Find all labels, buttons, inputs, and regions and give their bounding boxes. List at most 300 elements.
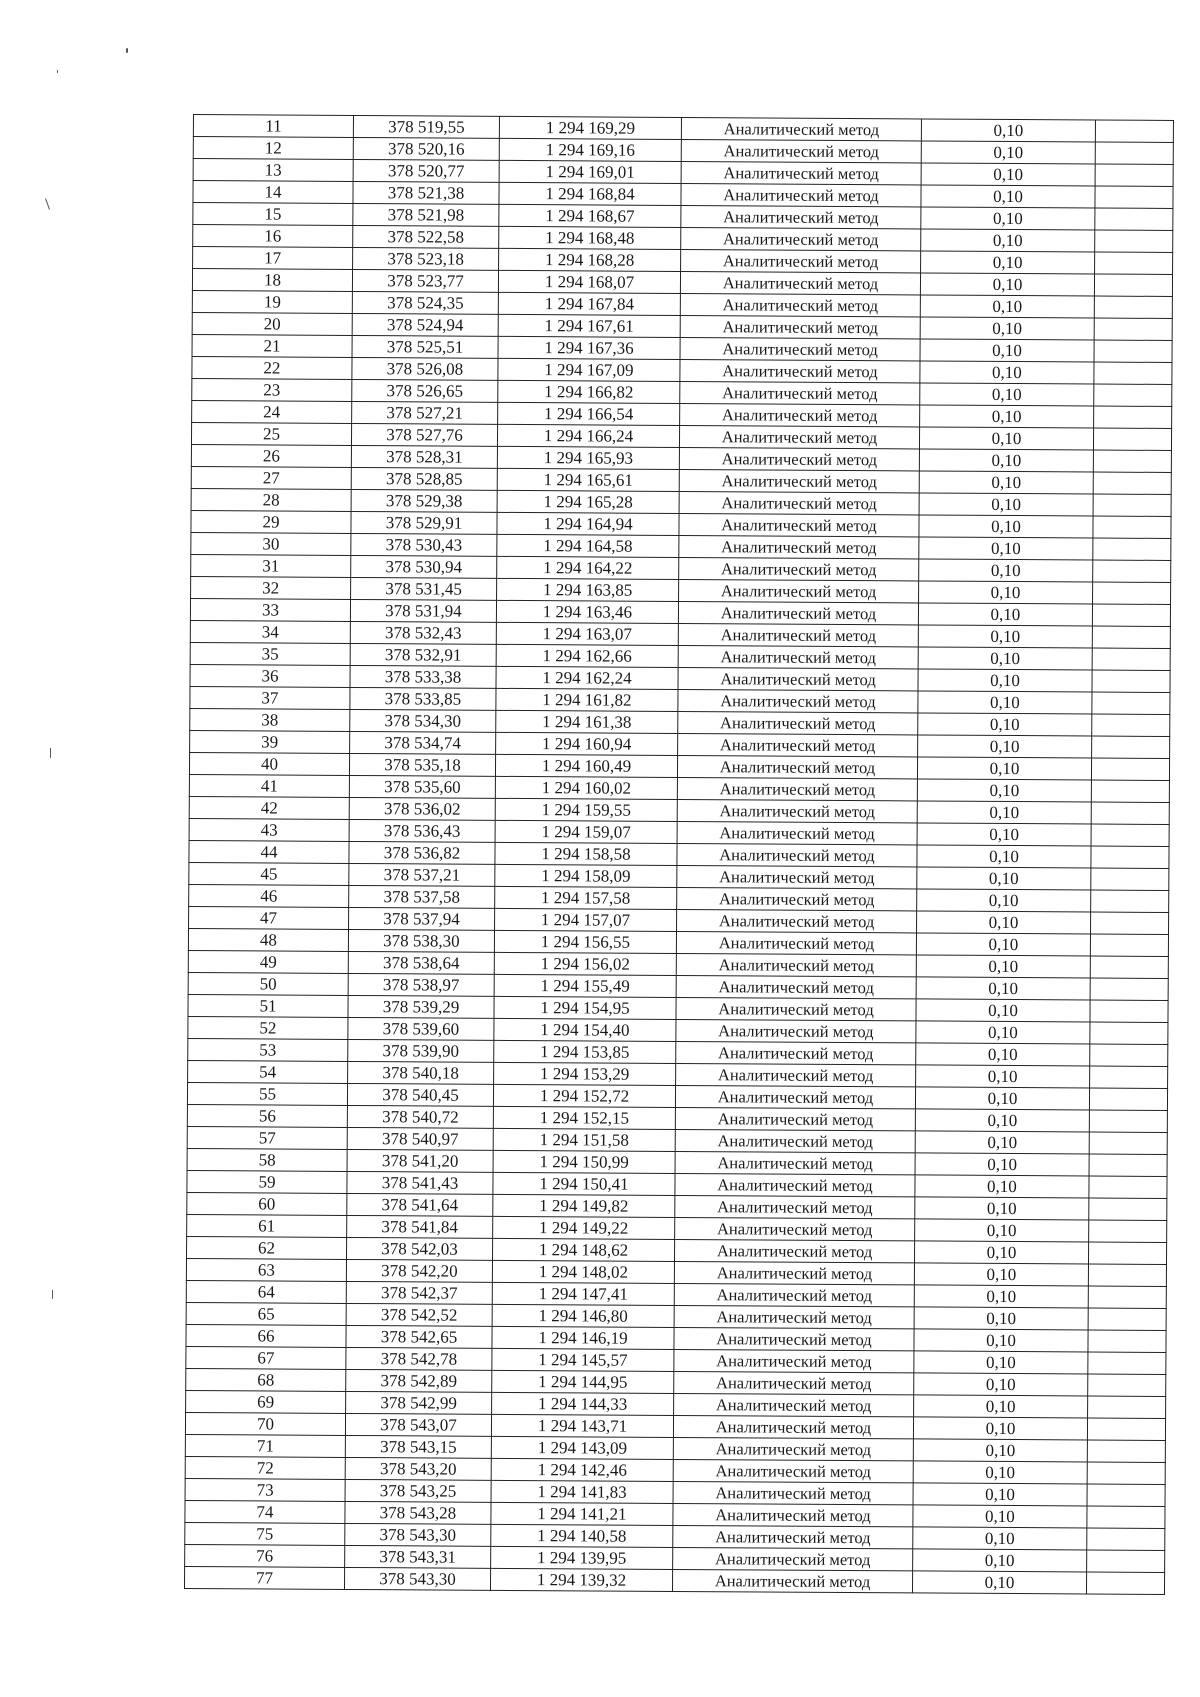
- point-number-cell: 19: [192, 290, 352, 313]
- point-number-cell: 74: [185, 1500, 345, 1523]
- point-number-cell: 67: [186, 1346, 346, 1369]
- x-coordinate-cell: 378 521,38: [353, 181, 499, 204]
- accuracy-cell: 0,10: [921, 141, 1095, 164]
- y-coordinate-cell: 1 294 165,28: [497, 490, 679, 513]
- point-number-cell: 52: [188, 1016, 348, 1039]
- empty-cell: [1090, 978, 1168, 1000]
- empty-cell: [1091, 802, 1169, 824]
- method-cell: Аналитический метод: [677, 843, 917, 866]
- accuracy-cell: 0,10: [919, 537, 1093, 560]
- point-number-cell: 41: [189, 774, 349, 797]
- point-number-cell: 23: [192, 378, 352, 401]
- x-coordinate-cell: 378 542,78: [346, 1347, 492, 1370]
- empty-cell: [1094, 296, 1172, 318]
- y-coordinate-cell: 1 294 156,02: [494, 952, 676, 975]
- y-coordinate-cell: 1 294 162,66: [496, 644, 678, 667]
- accuracy-cell: 0,10: [914, 1285, 1088, 1308]
- point-number-cell: 11: [193, 115, 353, 138]
- x-coordinate-cell: 378 542,65: [346, 1325, 492, 1348]
- method-cell: Аналитический метод: [681, 227, 921, 250]
- x-coordinate-cell: 378 542,99: [346, 1391, 492, 1414]
- accuracy-cell: 0,10: [916, 933, 1090, 956]
- method-cell: Аналитический метод: [681, 249, 921, 272]
- empty-cell: [1086, 1572, 1164, 1594]
- method-cell: Аналитический метод: [680, 403, 920, 426]
- accuracy-cell: 0,10: [916, 977, 1090, 1000]
- empty-cell: [1092, 626, 1170, 648]
- accuracy-cell: 0,10: [917, 867, 1091, 890]
- empty-cell: [1087, 1440, 1165, 1462]
- method-cell: Аналитический метод: [678, 601, 918, 624]
- point-number-cell: 71: [185, 1434, 345, 1457]
- y-coordinate-cell: 1 294 160,02: [495, 776, 677, 799]
- empty-cell: [1087, 1484, 1165, 1506]
- point-number-cell: 37: [190, 686, 350, 709]
- accuracy-cell: 0,10: [915, 1197, 1089, 1220]
- x-coordinate-cell: 378 536,02: [349, 797, 495, 820]
- method-cell: Аналитический метод: [677, 799, 917, 822]
- method-cell: Аналитический метод: [679, 535, 919, 558]
- y-coordinate-cell: 1 294 148,02: [492, 1260, 674, 1283]
- y-coordinate-cell: 1 294 142,46: [491, 1458, 673, 1481]
- point-number-cell: 28: [191, 488, 351, 511]
- y-coordinate-cell: 1 294 149,22: [493, 1216, 675, 1239]
- empty-cell: [1091, 890, 1169, 912]
- accuracy-cell: 0,10: [916, 999, 1090, 1022]
- accuracy-cell: 0,10: [914, 1263, 1088, 1286]
- x-coordinate-cell: 378 539,60: [348, 1017, 494, 1040]
- x-coordinate-cell: 378 522,58: [353, 225, 499, 248]
- empty-cell: [1093, 516, 1171, 538]
- x-coordinate-cell: 378 543,20: [345, 1457, 491, 1480]
- x-coordinate-cell: 378 543,25: [345, 1479, 491, 1502]
- x-coordinate-cell: 378 520,77: [353, 159, 499, 182]
- empty-cell: [1090, 1066, 1168, 1088]
- accuracy-cell: 0,10: [917, 889, 1091, 912]
- accuracy-cell: 0,10: [917, 911, 1091, 934]
- y-coordinate-cell: 1 294 141,21: [491, 1502, 673, 1525]
- empty-cell: [1094, 406, 1172, 428]
- x-coordinate-cell: 378 532,91: [350, 643, 496, 666]
- point-number-cell: 15: [193, 203, 353, 226]
- method-cell: Аналитический метод: [679, 579, 919, 602]
- empty-cell: [1095, 142, 1173, 164]
- x-coordinate-cell: 378 531,45: [351, 577, 497, 600]
- x-coordinate-cell: 378 541,20: [347, 1149, 493, 1172]
- x-coordinate-cell: 378 541,64: [347, 1193, 493, 1216]
- accuracy-cell: 0,10: [921, 207, 1095, 230]
- method-cell: Аналитический метод: [673, 1525, 913, 1548]
- empty-cell: [1091, 758, 1169, 780]
- point-number-cell: 42: [189, 796, 349, 819]
- empty-cell: [1088, 1308, 1166, 1330]
- x-coordinate-cell: 378 529,38: [351, 489, 497, 512]
- method-cell: Аналитический метод: [679, 425, 919, 448]
- empty-cell: [1088, 1374, 1166, 1396]
- method-cell: Аналитический метод: [680, 271, 920, 294]
- empty-cell: [1088, 1330, 1166, 1352]
- empty-cell: [1094, 340, 1172, 362]
- method-cell: Аналитический метод: [676, 953, 916, 976]
- empty-cell: [1088, 1264, 1166, 1286]
- accuracy-cell: 0,10: [918, 713, 1092, 736]
- empty-cell: [1093, 494, 1171, 516]
- accuracy-cell: 0,10: [920, 339, 1094, 362]
- point-number-cell: 40: [189, 752, 349, 775]
- point-number-cell: 58: [187, 1148, 347, 1171]
- point-number-cell: 69: [186, 1390, 346, 1413]
- empty-cell: [1090, 1022, 1168, 1044]
- accuracy-cell: 0,10: [921, 251, 1095, 274]
- method-cell: Аналитический метод: [674, 1349, 914, 1372]
- empty-cell: [1095, 120, 1173, 142]
- x-coordinate-cell: 378 543,30: [344, 1567, 490, 1590]
- x-coordinate-cell: 378 523,18: [353, 247, 499, 270]
- y-coordinate-cell: 1 294 152,15: [493, 1106, 675, 1129]
- method-cell: Аналитический метод: [674, 1305, 914, 1328]
- accuracy-cell: 0,10: [918, 735, 1092, 758]
- x-coordinate-cell: 378 539,90: [348, 1039, 494, 1062]
- accuracy-cell: 0,10: [912, 1571, 1086, 1594]
- y-coordinate-cell: 1 294 169,16: [499, 138, 681, 161]
- empty-cell: [1090, 934, 1168, 956]
- point-number-cell: 76: [185, 1544, 345, 1567]
- y-coordinate-cell: 1 294 139,32: [490, 1568, 672, 1591]
- accuracy-cell: 0,10: [918, 691, 1092, 714]
- method-cell: Аналитический метод: [679, 513, 919, 536]
- y-coordinate-cell: 1 294 165,61: [497, 468, 679, 491]
- coordinates-table-body: [184, 115, 1173, 1595]
- empty-cell: [1095, 186, 1173, 208]
- method-cell: Аналитический метод: [678, 667, 918, 690]
- accuracy-cell: 0,10: [914, 1395, 1088, 1418]
- empty-cell: [1087, 1506, 1165, 1528]
- accuracy-cell: 0,10: [921, 185, 1095, 208]
- x-coordinate-cell: 378 533,38: [350, 665, 496, 688]
- accuracy-cell: 0,10: [914, 1351, 1088, 1374]
- method-cell: Аналитический метод: [674, 1261, 914, 1284]
- scan-speck: [50, 748, 51, 758]
- point-number-cell: 13: [193, 159, 353, 182]
- method-cell: Аналитический метод: [676, 975, 916, 998]
- method-cell: Аналитический метод: [674, 1239, 914, 1262]
- empty-cell: [1095, 230, 1173, 252]
- empty-cell: [1087, 1418, 1165, 1440]
- accuracy-cell: 0,10: [915, 1109, 1089, 1132]
- y-coordinate-cell: 1 294 139,95: [491, 1546, 673, 1569]
- method-cell: Аналитический метод: [676, 1041, 916, 1064]
- y-coordinate-cell: 1 294 150,99: [493, 1150, 675, 1173]
- x-coordinate-cell: 378 526,08: [352, 357, 498, 380]
- point-number-cell: 45: [189, 862, 349, 885]
- y-coordinate-cell: 1 294 168,48: [499, 226, 681, 249]
- point-number-cell: 31: [191, 554, 351, 577]
- x-coordinate-cell: 378 535,60: [349, 775, 495, 798]
- y-coordinate-cell: 1 294 159,07: [495, 820, 677, 843]
- point-number-cell: 24: [192, 400, 352, 423]
- empty-cell: [1095, 208, 1173, 230]
- accuracy-cell: 0,10: [914, 1329, 1088, 1352]
- x-coordinate-cell: 378 540,97: [347, 1127, 493, 1150]
- point-number-cell: 75: [185, 1522, 345, 1545]
- method-cell: Аналитический метод: [681, 205, 921, 228]
- empty-cell: [1090, 1044, 1168, 1066]
- y-coordinate-cell: 1 294 165,93: [497, 446, 679, 469]
- y-coordinate-cell: 1 294 156,55: [494, 930, 676, 953]
- point-number-cell: 20: [192, 312, 352, 335]
- y-coordinate-cell: 1 294 153,85: [494, 1040, 676, 1063]
- point-number-cell: 66: [186, 1324, 346, 1347]
- point-number-cell: 73: [185, 1478, 345, 1501]
- point-number-cell: 34: [190, 620, 350, 643]
- method-cell: Аналитический метод: [676, 931, 916, 954]
- x-coordinate-cell: 378 536,82: [349, 841, 495, 864]
- x-coordinate-cell: 378 540,18: [348, 1061, 494, 1084]
- point-number-cell: 21: [192, 334, 352, 357]
- point-number-cell: 46: [189, 884, 349, 907]
- x-coordinate-cell: 378 542,52: [346, 1303, 492, 1326]
- x-coordinate-cell: 378 521,98: [353, 203, 499, 226]
- accuracy-cell: 0,10: [919, 515, 1093, 538]
- method-cell: Аналитический метод: [677, 865, 917, 888]
- point-number-cell: 14: [193, 181, 353, 204]
- y-coordinate-cell: 1 294 164,58: [497, 534, 679, 557]
- x-coordinate-cell: 378 534,30: [350, 709, 496, 732]
- accuracy-cell: 0,10: [919, 449, 1093, 472]
- point-number-cell: 48: [188, 928, 348, 951]
- x-coordinate-cell: 378 538,64: [348, 951, 494, 974]
- x-coordinate-cell: 378 535,18: [349, 753, 495, 776]
- y-coordinate-cell: 1 294 161,38: [496, 710, 678, 733]
- point-number-cell: 36: [190, 664, 350, 687]
- y-coordinate-cell: 1 294 162,24: [496, 666, 678, 689]
- y-coordinate-cell: 1 294 157,07: [495, 908, 677, 931]
- empty-cell: [1089, 1198, 1167, 1220]
- method-cell: Аналитический метод: [673, 1503, 913, 1526]
- x-coordinate-cell: 378 539,29: [348, 995, 494, 1018]
- point-number-cell: 57: [187, 1126, 347, 1149]
- point-number-cell: 47: [189, 906, 349, 929]
- accuracy-cell: 0,10: [919, 471, 1093, 494]
- y-coordinate-cell: 1 294 168,07: [498, 270, 680, 293]
- empty-cell: [1094, 362, 1172, 384]
- x-coordinate-cell: 378 536,43: [349, 819, 495, 842]
- point-number-cell: 12: [193, 137, 353, 160]
- y-coordinate-cell: 1 294 145,57: [492, 1348, 674, 1371]
- y-coordinate-cell: 1 294 160,94: [496, 732, 678, 755]
- accuracy-cell: 0,10: [920, 361, 1094, 384]
- x-coordinate-cell: 378 530,43: [351, 533, 497, 556]
- method-cell: Аналитический метод: [677, 887, 917, 910]
- table-row: [184, 1566, 1164, 1594]
- point-number-cell: 33: [190, 598, 350, 621]
- method-cell: Аналитический метод: [681, 117, 921, 140]
- accuracy-cell: 0,10: [920, 273, 1094, 296]
- method-cell: Аналитический метод: [678, 711, 918, 734]
- point-number-cell: 65: [186, 1302, 346, 1325]
- x-coordinate-cell: 378 520,16: [353, 137, 499, 160]
- empty-cell: [1087, 1462, 1165, 1484]
- accuracy-cell: 0,10: [919, 493, 1093, 516]
- accuracy-cell: 0,10: [915, 1131, 1089, 1154]
- accuracy-cell: 0,10: [920, 405, 1094, 428]
- empty-cell: [1088, 1286, 1166, 1308]
- method-cell: Аналитический метод: [680, 359, 920, 382]
- accuracy-cell: 0,10: [915, 1175, 1089, 1198]
- empty-cell: [1091, 824, 1169, 846]
- method-cell: Аналитический метод: [675, 1173, 915, 1196]
- y-coordinate-cell: 1 294 160,49: [495, 754, 677, 777]
- accuracy-cell: 0,10: [918, 625, 1092, 648]
- method-cell: Аналитический метод: [679, 469, 919, 492]
- point-number-cell: 64: [186, 1280, 346, 1303]
- accuracy-cell: 0,10: [916, 1043, 1090, 1066]
- y-coordinate-cell: 1 294 154,40: [494, 1018, 676, 1041]
- accuracy-cell: 0,10: [920, 317, 1094, 340]
- x-coordinate-cell: 378 525,51: [352, 335, 498, 358]
- scan-speck: [45, 198, 50, 210]
- y-coordinate-cell: 1 294 166,82: [498, 380, 680, 403]
- point-number-cell: 72: [185, 1456, 345, 1479]
- accuracy-cell: 0,10: [913, 1439, 1087, 1462]
- y-coordinate-cell: 1 294 143,09: [491, 1436, 673, 1459]
- empty-cell: [1093, 472, 1171, 494]
- method-cell: Аналитический метод: [673, 1481, 913, 1504]
- accuracy-cell: 0,10: [918, 647, 1092, 670]
- y-coordinate-cell: 1 294 167,36: [498, 336, 680, 359]
- empty-cell: [1093, 428, 1171, 450]
- y-coordinate-cell: 1 294 155,49: [494, 974, 676, 997]
- point-number-cell: 61: [187, 1214, 347, 1237]
- y-coordinate-cell: 1 294 168,28: [499, 248, 681, 271]
- point-number-cell: 30: [191, 532, 351, 555]
- method-cell: Аналитический метод: [675, 1217, 915, 1240]
- accuracy-cell: 0,10: [914, 1307, 1088, 1330]
- y-coordinate-cell: 1 294 147,41: [492, 1282, 674, 1305]
- point-number-cell: 38: [190, 708, 350, 731]
- y-coordinate-cell: 1 294 148,62: [493, 1238, 675, 1261]
- x-coordinate-cell: 378 542,20: [346, 1259, 492, 1282]
- method-cell: Аналитический метод: [680, 293, 920, 316]
- method-cell: Аналитический метод: [673, 1459, 913, 1482]
- empty-cell: [1091, 846, 1169, 868]
- accuracy-cell: 0,10: [916, 1065, 1090, 1088]
- point-number-cell: 17: [193, 247, 353, 270]
- empty-cell: [1092, 648, 1170, 670]
- empty-cell: [1095, 164, 1173, 186]
- empty-cell: [1088, 1352, 1166, 1374]
- method-cell: Аналитический метод: [676, 997, 916, 1020]
- y-coordinate-cell: 1 294 153,29: [494, 1062, 676, 1085]
- y-coordinate-cell: 1 294 154,95: [494, 996, 676, 1019]
- accuracy-cell: 0,10: [913, 1505, 1087, 1528]
- point-number-cell: 26: [191, 444, 351, 467]
- method-cell: Аналитический метод: [675, 1195, 915, 1218]
- accuracy-cell: 0,10: [915, 1153, 1089, 1176]
- y-coordinate-cell: 1 294 151,58: [493, 1128, 675, 1151]
- point-number-cell: 44: [189, 840, 349, 863]
- scan-speck: [52, 1290, 53, 1299]
- y-coordinate-cell: 1 294 168,84: [499, 182, 681, 205]
- accuracy-cell: 0,10: [919, 581, 1093, 604]
- accuracy-cell: 0,10: [916, 1021, 1090, 1044]
- accuracy-cell: 0,10: [915, 1219, 1089, 1242]
- empty-cell: [1092, 604, 1170, 626]
- method-cell: Аналитический метод: [676, 1019, 916, 1042]
- x-coordinate-cell: 378 527,76: [351, 423, 497, 446]
- accuracy-cell: 0,10: [921, 163, 1095, 186]
- y-coordinate-cell: 1 294 168,67: [499, 204, 681, 227]
- method-cell: Аналитический метод: [672, 1569, 912, 1592]
- x-coordinate-cell: 378 537,58: [349, 885, 495, 908]
- y-coordinate-cell: 1 294 164,22: [497, 556, 679, 579]
- method-cell: Аналитический метод: [675, 1107, 915, 1130]
- point-number-cell: 25: [191, 422, 351, 445]
- method-cell: Аналитический метод: [677, 755, 917, 778]
- empty-cell: [1092, 714, 1170, 736]
- x-coordinate-cell: 378 524,35: [352, 291, 498, 314]
- accuracy-cell: 0,10: [913, 1527, 1087, 1550]
- accuracy-cell: 0,10: [917, 801, 1091, 824]
- point-number-cell: 32: [191, 576, 351, 599]
- empty-cell: [1088, 1396, 1166, 1418]
- method-cell: Аналитический метод: [681, 183, 921, 206]
- point-number-cell: 29: [191, 510, 351, 533]
- method-cell: Аналитический метод: [677, 821, 917, 844]
- empty-cell: [1089, 1154, 1167, 1176]
- y-coordinate-cell: 1 294 167,09: [498, 358, 680, 381]
- empty-cell: [1093, 450, 1171, 472]
- y-coordinate-cell: 1 294 167,84: [498, 292, 680, 315]
- empty-cell: [1092, 670, 1170, 692]
- empty-cell: [1092, 692, 1170, 714]
- x-coordinate-cell: 378 543,15: [345, 1435, 491, 1458]
- point-number-cell: 18: [192, 269, 352, 292]
- point-number-cell: 70: [185, 1412, 345, 1435]
- accuracy-cell: 0,10: [919, 559, 1093, 582]
- y-coordinate-cell: 1 294 158,58: [495, 842, 677, 865]
- empty-cell: [1091, 868, 1169, 890]
- method-cell: Аналитический метод: [675, 1151, 915, 1174]
- method-cell: Аналитический метод: [680, 381, 920, 404]
- x-coordinate-cell: 378 543,07: [345, 1413, 491, 1436]
- x-coordinate-cell: 378 540,45: [347, 1083, 493, 1106]
- y-coordinate-cell: 1 294 169,29: [499, 116, 681, 139]
- y-coordinate-cell: 1 294 159,55: [495, 798, 677, 821]
- empty-cell: [1087, 1550, 1165, 1572]
- empty-cell: [1094, 318, 1172, 340]
- accuracy-cell: 0,10: [921, 229, 1095, 252]
- point-number-cell: 60: [187, 1192, 347, 1215]
- x-coordinate-cell: 378 541,43: [347, 1171, 493, 1194]
- x-coordinate-cell: 378 543,30: [345, 1523, 491, 1546]
- method-cell: Аналитический метод: [673, 1437, 913, 1460]
- empty-cell: [1089, 1132, 1167, 1154]
- accuracy-cell: 0,10: [919, 427, 1093, 450]
- accuracy-cell: 0,10: [920, 383, 1094, 406]
- method-cell: Аналитический метод: [678, 623, 918, 646]
- empty-cell: [1095, 252, 1173, 274]
- x-coordinate-cell: 378 542,37: [346, 1281, 492, 1304]
- x-coordinate-cell: 378 533,85: [350, 687, 496, 710]
- accuracy-cell: 0,10: [917, 757, 1091, 780]
- empty-cell: [1091, 912, 1169, 934]
- empty-cell: [1090, 1000, 1168, 1022]
- accuracy-cell: 0,10: [916, 955, 1090, 978]
- accuracy-cell: 0,10: [917, 845, 1091, 868]
- scan-speck: [57, 70, 58, 73]
- empty-cell: [1091, 780, 1169, 802]
